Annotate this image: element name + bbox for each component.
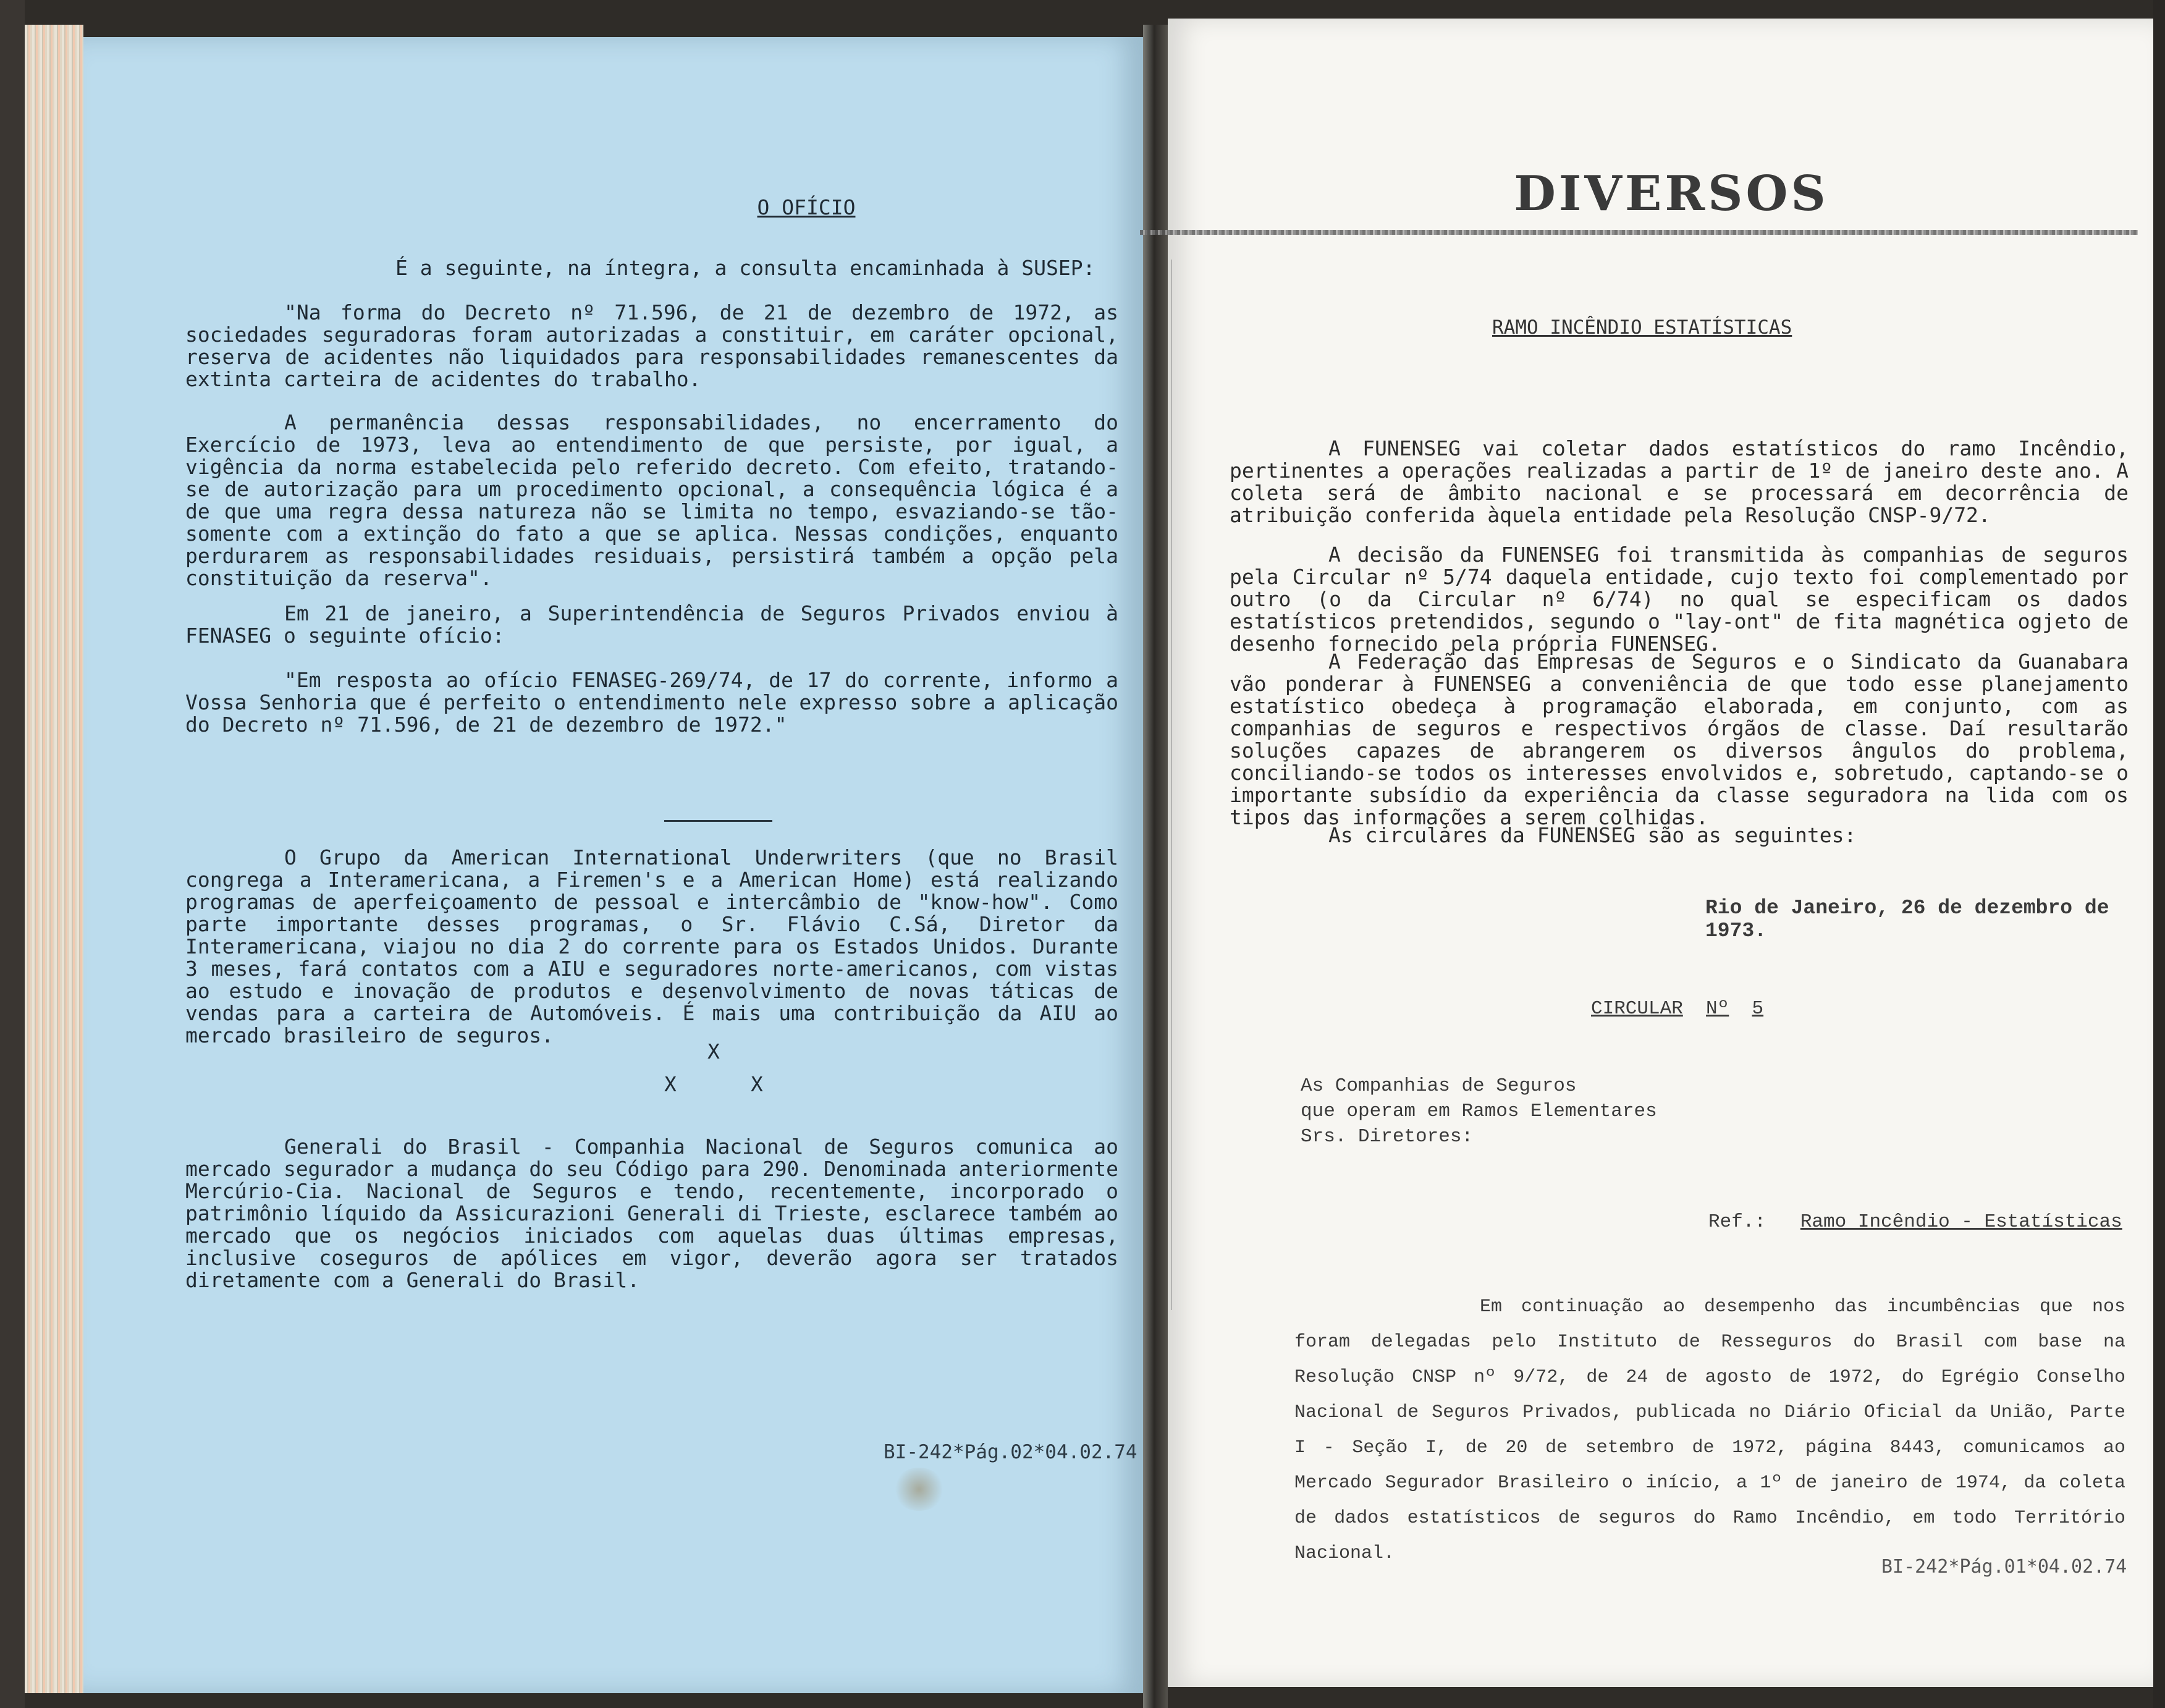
circular-addressee	[1301, 1073, 1657, 1149]
left-page-footer: BI-242*Pág.02*04.02.74	[884, 1441, 1137, 1463]
addressee-line: Srs. Diretores:	[1301, 1126, 1474, 1148]
funenseg-paragraph-4: As circulares da FUNENSEG são as seguintes:	[1328, 823, 1857, 847]
page-edges	[25, 25, 83, 1693]
heading-rule	[1140, 230, 2138, 235]
oficio-quote-2: A permanência dessas responsabilidades, no encerramento do Exercício de 1973, leva ao entendimento de que persiste, por igual, a vigência da norma estabelecida pelo referido decreto. Com efeito, tratando-se de autorização para um procedimento opcional, a consequência lógica é a de que uma regra dessa natureza não se limita no tempo, esvaziando-se tão-somente com a extinção do fato a que se aplica. Nessas condições, enquanto perdurarem as responsabilidades residuais, persistirá também a opção pela constituição da reserva".	[185, 410, 1118, 590]
circular-number: 5	[1752, 998, 1764, 1020]
separator-x: X	[664, 1072, 677, 1096]
circular-label: CIRCULAR	[1591, 998, 1683, 1020]
article-title: RAMO INCÊNDIO ESTATÍSTICAS	[1492, 316, 1792, 339]
funenseg-paragraph-1: A FUNENSEG vai coletar dados estatísticos do ramo Incêndio, pertinentes a operações realizadas a partir de 1º de janeiro deste ano. A coleta será de âmbito nacional e se processará em decorrência de atribuição conferida àquela entidade pela Resolução CNSP-9/72.	[1230, 436, 2129, 527]
book-binding-right	[2153, 0, 2165, 1708]
circular-heading	[1591, 998, 1763, 1020]
book-gutter	[1143, 25, 1168, 1708]
funenseg-paragraph-2: A decisão da FUNENSEG foi transmitida às companhias de seguros pela Circular nº 5/74 daquela entidade, cujo texto foi complementado por outro (o da Circular nº 6/74) no qual se especificam os dados estatísticos pretendidos, segundo o "lay-ont" de fita magnética ogjeto de desenho fornecido pela própria FUNENSEG.	[1230, 543, 2129, 656]
funenseg-paragraph-3: A Federação das Empresas de Seguros e o Sindicato da Guanabara vão ponderar à FUNENSEG a conveniência de que todo esse planejamento estatístico obedeça à programação elaborada, em conjunto, com as companhias de seguros e respectivos órgãos de classe. Daí resultarão soluções capazes de abrangerem os diversos ângulos do problema, conciliando-se todos os interesses envolvidos e, sobretudo, captando-se o importante subsídio da experiência da classe seguradora na lida com os tipos das informações a serem colhidas.	[1230, 649, 2129, 829]
section-divider	[664, 820, 772, 822]
ref-label: Ref.:	[1708, 1211, 1766, 1233]
addressee-line: As Companhias de Seguros	[1301, 1075, 1577, 1097]
separator-x: X	[707, 1039, 720, 1063]
oficio-quote-1: "Na forma do Decreto nº 71.596, de 21 de dezembro de 1972, as sociedades seguradoras foram autorizadas a constituir, em caráter opcional, reserva de acidentes não liquidados para responsabilidades remanescentes da extinta carteira de acidentes do trabalho.	[185, 300, 1118, 391]
paper-stain	[893, 1468, 945, 1511]
ref-text: Ramo Incêndio - Estatísticas	[1800, 1211, 2122, 1233]
oficio-quote-3: "Em resposta ao ofício FENASEG-269/74, de 17 do corrente, informo a Vossa Senhoria que é perfeito o entendimento nele expresso sobre a aplicação do Decreto nº 71.596, de 21 de dezembro de 1972."	[185, 668, 1118, 737]
book-binding-left	[0, 0, 25, 1708]
section-heading: DIVERSOS	[1514, 166, 1829, 222]
oficio-susep-paragraph: Em 21 de janeiro, a Superintendência de Seguros Privados enviou à FENASEG o seguinte ofício:	[185, 601, 1118, 648]
aiu-paragraph: O Grupo da American International Underwriters (que no Brasil congrega a Interamericana, a Firemen's e a American Home) está realizando programas de aperfeiçoamento de pessoal e intercâmbio de "know-how". Como parte importante desses programas, o Sr. Flávio C.Sá, Diretor da Interamericana, viajou no dia 2 do corrente para os Estados Unidos. Durante 3 meses, fará contatos com a AIU e seguradores norte-americanos, com vistas ao estudo e inovação de produtos e desenvolvimento de novas táticas de vendas para a carteira de Automóveis. É mais uma contribuição da AIU ao mercado brasileiro de seguros.	[185, 845, 1118, 1047]
circular-date: Rio de Janeiro, 26 de dezembro de 1973.	[1705, 897, 2109, 942]
oficio-title: O OFÍCIO	[757, 195, 856, 219]
addressee-line: que operam em Ramos Elementares	[1301, 1101, 1657, 1122]
circular-reference	[1708, 1211, 2122, 1233]
generali-paragraph: Generali do Brasil - Companhia Nacional de Seguros comunica ao mercado segurador a mudança do seu Código para 290. Denominada anteriormente Mercúrio-Cia. Nacional de Seguros e tendo, recentemente, incorporado o patrimônio líquido da Assicurazioni Generali di Trieste, esclarece também ao mercado que os negócios iniciados com aquelas duas últimas empresas, inclusive coseguros de apólices em vigor, deverão agora ser tratados diretamente com a Generali do Brasil.	[185, 1135, 1118, 1292]
circular-body: Em continuação ao desempenho das incumbências que nos foram delegadas pelo Instituto de Resseguros do Brasil com base na Resolução CNSP nº 9/72, de 24 de agosto de 1972, do Egrégio Conselho Nacional de Seguros Privados, publicada no Diário Oficial da União, Parte I - Seção I, de 20 de setembro de 1972, página 8443, comunicamos ao Mercado Segurador Brasileiro o início, a 1º de janeiro de 1974, da coleta de dados estatísticos de seguros do Ramo Incêndio, em todo Território Nacional.	[1294, 1296, 2125, 1564]
separator-x: X	[751, 1072, 763, 1096]
circular-number-sign: Nº	[1706, 998, 1729, 1020]
margin-line	[1171, 260, 1172, 1310]
oficio-intro: É a seguinte, na íntegra, a consulta encaminhada à SUSEP:	[395, 256, 1095, 280]
right-page-footer: BI-242*Pág.01*04.02.74	[1881, 1556, 2127, 1578]
